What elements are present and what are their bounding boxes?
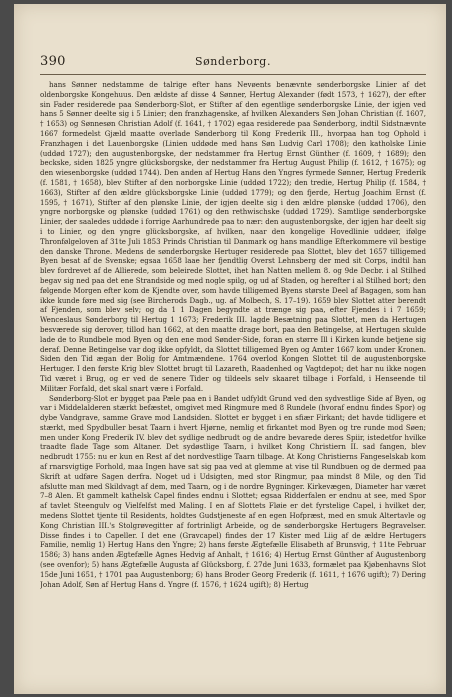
header-rule [40, 74, 426, 75]
paragraph-castle-description: Sønderborg-Slot er bygget paa Pæle paa en i Bandet udfyldt Grund ved den sydvestlige Side af Byen, og var i Middelalderen stærkt befæstet, omgivet med Ringmure med 8 Rundele (hvoraf endnu findes Spor) og dybe Vandgrave, samme Grave mod Landsiden. Slottet er bygget i en sfiær Firkant; det havde tidligere et stærkt, med Spydbuller besat Taarn i hvert Hjørne, nemlig et firkantet mod Byen og tre runde mod Søen; men under Kong Frederik IV. blev det sydlige nedbrudt og de andre bevarede deres Spiir, istedetfor hvilke traadte flade Tage som Altaner. Det sydøstlige Taarn, i hvilket Kong Christiern II. sad fangen, blev nedbrudt 1755: nu er kun en Rest af det nordvestlige Taarn tilbage. At Kong Christierns Fangeselskab kom af rnarsvigtige Forhold, maa Ingen have sat sig paa ved at glemme at vise til Rundbuen og de dermed paa Skrift at udføre Sagen derfra. Noget ud i Udsigten, med stor Ringmur, paa mindst 8 Mile, og den Tid afslutte man med Skildvagt af dem, med Taarn, og i de nordre Bygninger. Kirkevægen, Diameter har været 7–8 Alen. Et gammelt kathelsk Capel findes endnu i Slottet; egsaa Ridderfalen er endnu at see, med Spor af tavlet Steengulv og Vielfelfst med Maling. I en af Slottets Fløie er det fyrstelige Capel, i hvilket der, medens Slottet tjente til Residents, holdtes Gudstjeneste af en egen Hofpræst, med en smuk Altertavle og Kong Christian III.'s Stolgrøvegitter af fortrinligt Arbeide, og de sønderborgske Hertugers Begravelser. Disse findes i to Capeller. I det ene (Gravcapel) findes der 17 Kister med Liig af de ældre Hertugers Familie, nemlig 1) Hertug Hans den Yngre; 2) hans første Ægtefælle Elisabeth af Brunsvig, † 11te Februar 1586; 3) hans anden Ægtefælle Agnes Hedvig af Anhalt, † 1616; 4) Hertug Ernst Günther af Augustenborg (see ovenfor); 5) hans Ægtefælle Augusta af Glücksborg, f. 27de Juni 1633, formælet paa Kjøbenhavns Slot 15de Juni 1651, † 1701 paa Augustenborg; 6) hans Broder Georg Frederik (f. 1611, † 1676 ugift); 7) Dering Johan Adolf, Søn af Hertug Hans d. Yngre (f. 1576, † 1624 ugift); 8) Hertug [40, 393, 426, 589]
body-text [40, 80, 426, 686]
page-header [40, 54, 426, 74]
running-title: Sønderborg. [194, 55, 272, 68]
book-page [14, 4, 446, 694]
paragraph-lineage: hans Sønner nedstamme de talrige efter hans Nevøents benævnte sønderborgske Linier af det oldenborgske Kongehuus. Den ældste af disse 4 Sønner, Hertug Alexander (født 1573, † 1627), der efter sin Fader residerede paa Sønderborg-Slot, er Stifter af den egentlige sønderborgske Linie, der igjen ved hans 5 Sønner deelte sig i 5 Linier; den franzhagenske, af hvilken Alexanders Søn Johan Christian (f. 1607, † 1653) og Sønnesøn Christian Adolf (f. 1641, † 1702) egaa residerede paa Sønderborg, indtil Sidstnævnte 1667 formedelst Gjæld maatte overlade Sønderborg til Kong Frederik III., hvorpaa han tog Ophold i Franzhagen i det Lauenborgske (Linien uddøde med hans Søn Ludvig Carl 1708); den katholske Linie (uddød 1727); den augustenborgske, der nedstammer fra Hertug Ernst Günther (f. 1609, † 1689); den beckske, siden 1825 yngre glücksborgske, der nedstammer fra Hertug August Philip (f. 1612, † 1675); og den wiesenborgske (uddød 1744). Den anden af Hertug Hans den Yngres fyrmede Sønner, Hertug Frederik (f. 1581, † 1658), blev Stifter af den norborgske Linie (uddød 1722); den tredie, Hertug Philip (f. 1584, † 1663), Stifter af den ældre glücksborgske Linie (uddød 1779); og den fjerde, Hertug Joachim Ernst (f. 1595, † 1671), Stifter af den plønske Linie, der igjen deelte sig i den ældre plønske (uddød 1706), den yngre norborgske og plønske (uddød 1761) og den rethwischske (uddød 1729). Samtlige sønderborgske Linier, der saaledes uddøde i forrige Aarhundrede paa to nær: den augustenborgske, der igjen har deelt sig i to Linier, og den yngre glücksborgske, af hvilken, naar den kongelige Hovedlinie uddøer, ifølge Thronfølgeloven af 31te Juli 1853 Prinds Christian til Danmark og hans mandlige Efterkommere vil bestige den danske Throne. Medens de sønderborgske Hertuger residerede paa Slottet, blev det 1657 tilligemed Byen besat af de Svenske; egsaa 1658 laae her fjendtlig Overst Lehnsberg der med sit Corps, indtil han blev fordrevet af de Allierede, som beleirede Slottet, ihet han Natten mellem 8. og 9de Decbr. i al Stilhed begav sig ned paa det ene Strandside og med nogle spilg, og ud af Staden, og herefter i al Stilhed bort; den følgende Morgen efter kom de Kjendte over, som havde tilligemed Byens største Deel af Bagagen, som han ikke kunde føre med sig (see Bircherods Dagb., ug. af Molbech, S. 17–19). 1659 blev Slottet atter berendt af Fjenden, som blev selv; og da 1 1 Dagen begyndte at trænge sig paa, efter Fjendes i i 7 1659; Wenceslaus Sønderborg til Hertug 1 1673; Frederik III. lagde Besætning paa Slottet, men da Hertugen besværede sig derover, tillod han 1662, at den maatte drage bort, paa den Betingelse, at Hertugen skulde lade de to Rundbele mod Byen og den ene mod Sønder-Side, foran en større Ill i Kirken kunde betjene sig deraf. Denne Betingelse var dog ikke opfyldt, da Slottet tilligemed Byen og Amter 1667 kom under Kronen. Siden den Tid ægan der Bolig for Amtmændene. 1764 overlod Kongen Slottet til de augustenborgske Hertuger. I den første Krig blev Slottet brugt til Lazareth, Raadenhed og Vagtdepot; det har nu ikke nogen Tid været i Brug, og er ved de senere Tider og tildeels selv skaaret tilbage i Forfald, i Henseende til Militær Forfald, det skal snart være i Forfald. [40, 80, 426, 393]
page-number: 390 [40, 54, 66, 69]
